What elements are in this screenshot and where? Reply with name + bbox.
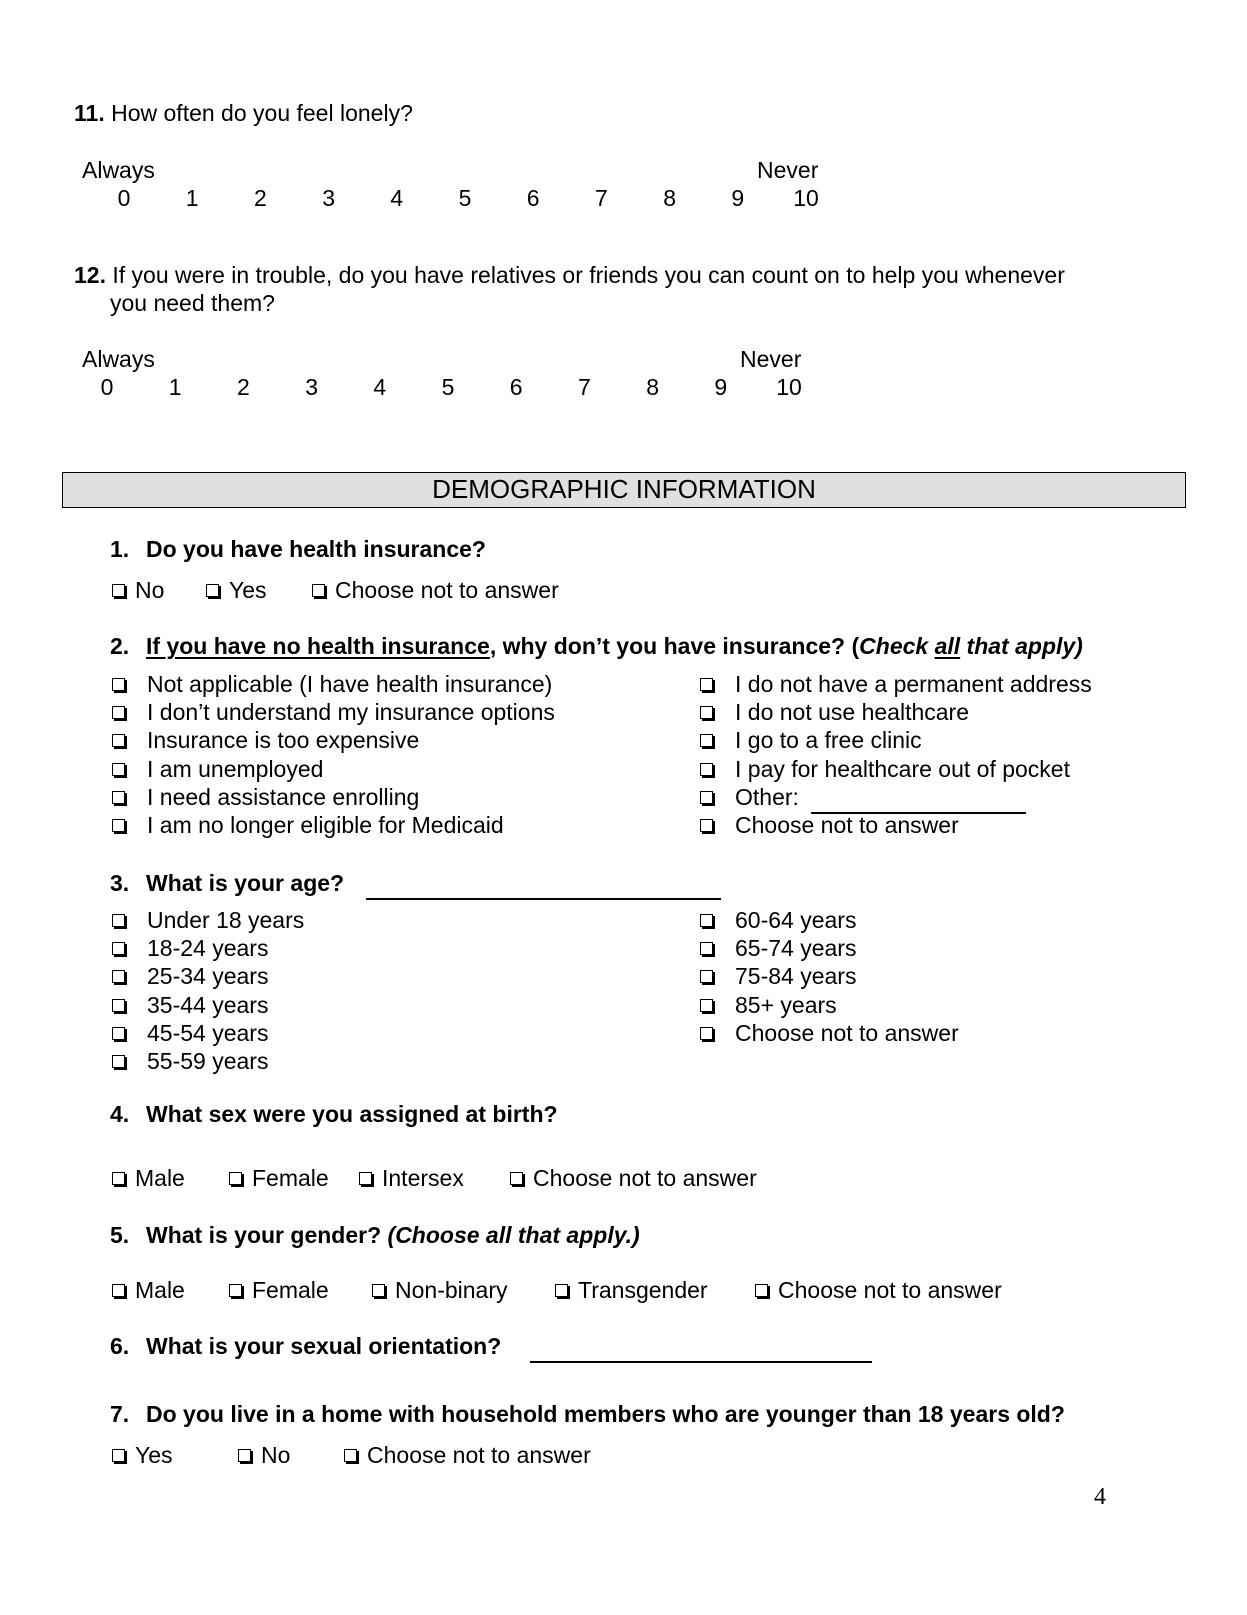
reason-right-option-2[interactable]: [700, 727, 922, 754]
demo-question-2-italic-end: that apply): [960, 633, 1083, 659]
age-right-option-label: 65-74 years: [735, 935, 857, 962]
gender-option-male[interactable]: Male: [112, 1277, 185, 1304]
checkbox-icon[interactable]: [372, 1284, 385, 1297]
reason-right-option-label: I do not have a permanent address: [735, 671, 1092, 697]
checkbox-icon[interactable]: [700, 1027, 713, 1040]
checkbox-icon[interactable]: [112, 706, 125, 719]
checkbox-icon[interactable]: [700, 819, 713, 832]
checkbox-icon[interactable]: [510, 1172, 523, 1185]
demo-question-2-italic: Check: [859, 633, 935, 659]
demo-question-3: [110, 870, 344, 897]
q11-scale-value-3[interactable]: 3: [322, 185, 335, 211]
reason-left-option-2[interactable]: [112, 727, 419, 754]
q11-scale-value-0[interactable]: 0: [117, 185, 131, 211]
q11-scale-value-7[interactable]: 7: [594, 185, 608, 211]
age-left-option-3[interactable]: [112, 992, 268, 1019]
checkbox-icon[interactable]: [359, 1172, 372, 1185]
reason-left-option-label: I am unemployed: [147, 755, 324, 782]
q11-scale-value-6[interactable]: 6: [526, 185, 540, 211]
checkbox-icon[interactable]: [700, 734, 713, 747]
age-left-option-2[interactable]: [112, 963, 268, 990]
reason-left-option-5[interactable]: [112, 812, 504, 839]
demo-question-5: [110, 1222, 640, 1249]
checkbox-icon[interactable]: [700, 999, 713, 1012]
demo-question-6: [110, 1333, 501, 1360]
q12-scale-value-7[interactable]: 7: [577, 374, 591, 400]
q12-scale-value-2[interactable]: 2: [236, 374, 250, 400]
checkbox-icon[interactable]: [112, 678, 125, 691]
checkbox-icon[interactable]: [344, 1449, 357, 1462]
q12-scale-value-4[interactable]: 4: [373, 374, 387, 400]
checkbox-icon[interactable]: [112, 1449, 125, 1462]
q11-scale-value-8[interactable]: 8: [663, 185, 676, 211]
reason-left-option-label: I don’t understand my insurance options: [147, 699, 555, 726]
age-right-option-label: 75-84 years: [735, 963, 857, 990]
checkbox-icon[interactable]: [700, 942, 713, 955]
age-left-option-label: 55-59 years: [147, 1048, 269, 1074]
age-right-option-label: 85+ years: [735, 991, 837, 1018]
age-left-option-label: 18-24 years: [147, 935, 269, 962]
reason-right-option-5[interactable]: [700, 812, 959, 839]
age-left-option-label: 25-34 years: [147, 963, 269, 990]
demo-question-4: [110, 1101, 558, 1128]
checkbox-icon[interactable]: [700, 970, 713, 983]
age-right-option-label: Choose not to answer: [735, 1019, 959, 1046]
demo-question-2-lead: If you have no health insurance: [146, 633, 490, 659]
insurance-option-choose-not[interactable]: Choose not to answer: [312, 577, 559, 604]
age-left-option-5[interactable]: [112, 1048, 268, 1075]
age-left-option-1[interactable]: [112, 935, 268, 962]
demo-question-1-number: 1.: [110, 536, 130, 562]
reason-right-option-label: Other:: [735, 783, 799, 810]
checkbox-icon[interactable]: [112, 1172, 125, 1185]
demo-question-2: [110, 633, 1083, 660]
demo-question-2-italic-underlined: all: [934, 633, 961, 659]
checkbox-icon[interactable]: [112, 763, 125, 776]
gender-option-female[interactable]: Female: [229, 1277, 329, 1304]
reason-left-option-0[interactable]: [112, 671, 552, 698]
checkbox-icon[interactable]: [229, 1172, 242, 1185]
demo-question-7: [110, 1401, 1065, 1428]
insurance-option-no[interactable]: No: [112, 577, 164, 604]
checkbox-icon[interactable]: [312, 584, 325, 597]
q12-scale-value-10[interactable]: 10: [776, 374, 802, 400]
insurance-option-yes[interactable]: Yes: [206, 577, 267, 604]
age-left-option-4[interactable]: [112, 1020, 268, 1047]
q11-scale-value-10[interactable]: 10: [793, 185, 819, 211]
q11-scale-high-label: Never: [757, 157, 819, 183]
age-right-option-label: 60-64 years: [735, 907, 857, 933]
checkbox-icon[interactable]: [112, 819, 125, 832]
checkbox-icon[interactable]: [700, 678, 713, 691]
checkbox-icon[interactable]: [700, 706, 713, 719]
checkbox-icon[interactable]: [206, 584, 219, 597]
sex-option-male[interactable]: Male: [112, 1165, 185, 1192]
reason-left-option-3[interactable]: [112, 756, 323, 783]
age-right-option-1[interactable]: [700, 935, 856, 962]
demo-question-5-text: What is your gender?: [146, 1222, 382, 1248]
reason-left-option-4[interactable]: [112, 784, 419, 811]
reason-right-option-label: I do not use healthcare: [735, 699, 969, 726]
age-left-option-label: Under 18 years: [147, 907, 305, 933]
checkbox-icon[interactable]: [755, 1284, 768, 1297]
reason-right-option-1[interactable]: [700, 699, 969, 726]
question-12-text-line2: you need them?: [110, 290, 275, 316]
other-reason-blank[interactable]: [811, 790, 1026, 814]
reason-right-option-4[interactable]: [700, 784, 799, 811]
checkbox-icon[interactable]: [555, 1284, 568, 1297]
q12-scale-value-5[interactable]: 5: [441, 374, 455, 400]
q11-scale-low-label: Always: [82, 157, 155, 183]
demo-question-1: [110, 536, 486, 563]
q11-scale-value-5[interactable]: 5: [458, 185, 472, 211]
demo-question-3-text: What is your age?: [146, 870, 345, 896]
checkbox-icon[interactable]: [112, 734, 125, 747]
reason-left-option-label: I am no longer eligible for Medicaid: [147, 812, 504, 838]
demo-question-1-text: Do you have health insurance?: [146, 536, 486, 562]
gender-option-non-binary[interactable]: Non-binary: [372, 1277, 508, 1304]
q12-scale-value-3[interactable]: 3: [305, 374, 318, 400]
reason-left-option-1[interactable]: [112, 699, 555, 726]
checkbox-icon[interactable]: [238, 1449, 251, 1462]
sex-option-intersex[interactable]: Intersex: [359, 1165, 464, 1192]
question-11: [74, 100, 413, 127]
sexual-orientation-blank[interactable]: [530, 1339, 872, 1363]
q11-scale-value-2[interactable]: 2: [253, 185, 267, 211]
reason-right-option-label: Choose not to answer: [735, 812, 959, 838]
q11-scale-value-4[interactable]: 4: [390, 185, 404, 211]
q11-scale-value-9[interactable]: 9: [731, 185, 745, 211]
age-left-option-label: 45-54 years: [147, 1019, 269, 1046]
household-option-no[interactable]: No: [238, 1442, 290, 1469]
reason-right-option-0[interactable]: [700, 671, 1092, 698]
question-12: [74, 262, 1065, 289]
checkbox-icon[interactable]: [700, 914, 713, 927]
q12-scale-high-label: Never: [740, 346, 802, 372]
demo-question-4-text: What sex were you assigned at birth?: [146, 1101, 558, 1127]
section-banner-demographic: DEMOGRAPHIC INFORMATION: [62, 472, 1186, 508]
question-11-number: 11.: [74, 100, 105, 126]
checkbox-icon[interactable]: [112, 584, 125, 597]
demo-question-5-italic: (Choose all that apply.): [387, 1222, 640, 1248]
age-right-option-0[interactable]: [700, 907, 856, 934]
checkbox-icon[interactable]: [700, 791, 713, 804]
age-right-option-4[interactable]: [700, 1020, 959, 1047]
demo-question-2-mid: , why don’t you have insurance? (: [489, 633, 860, 659]
age-answer-blank[interactable]: [366, 876, 721, 900]
checkbox-icon[interactable]: [112, 791, 125, 804]
age-right-option-2[interactable]: [700, 963, 856, 990]
gender-option-choose-not[interactable]: Choose not to answer: [755, 1277, 1002, 1304]
q12-scale-value-6[interactable]: 6: [509, 374, 523, 400]
q12-scale-value-9[interactable]: 9: [714, 374, 728, 400]
demo-question-6-number: 6.: [110, 1333, 130, 1359]
checkbox-icon[interactable]: [112, 942, 125, 955]
sex-option-female[interactable]: Female: [229, 1165, 329, 1192]
demo-question-7-text: Do you live in a home with household members who are younger than 18 years old?: [146, 1401, 1065, 1427]
demo-question-6-text: What is your sexual orientation?: [146, 1333, 502, 1359]
q12-scale-value-1[interactable]: 1: [168, 374, 182, 400]
age-right-option-3[interactable]: [700, 992, 837, 1019]
page-number: 4: [1094, 1484, 1106, 1510]
reason-right-option-3[interactable]: [700, 756, 1070, 783]
q11-scale-value-1[interactable]: 1: [185, 185, 199, 211]
demo-question-4-number: 4.: [110, 1101, 130, 1127]
question-12-number: 12.: [74, 262, 106, 288]
checkbox-icon[interactable]: [229, 1284, 242, 1297]
checkbox-icon[interactable]: [112, 970, 125, 983]
demo-question-2-number: 2.: [110, 633, 130, 659]
age-left-option-0[interactable]: [112, 907, 304, 934]
household-option-yes[interactable]: Yes: [112, 1442, 173, 1469]
question-12-text: If you were in trouble, do you have relatives or friends you can count on to help you whenever: [112, 262, 1065, 288]
checkbox-icon[interactable]: [112, 914, 125, 927]
q12-scale-value-8[interactable]: 8: [646, 374, 659, 400]
reason-right-option-label: I go to a free clinic: [735, 727, 922, 754]
q12-scale-value-0[interactable]: 0: [100, 374, 114, 400]
reason-left-option-label: Insurance is too expensive: [147, 727, 420, 754]
checkbox-icon[interactable]: [112, 1027, 125, 1040]
sex-option-choose-not[interactable]: Choose not to answer: [510, 1165, 757, 1192]
reason-right-option-label: I pay for healthcare out of pocket: [735, 755, 1070, 782]
demo-question-7-number: 7.: [110, 1401, 130, 1427]
q12-scale-low-label: Always: [82, 346, 155, 372]
checkbox-icon[interactable]: [112, 1284, 125, 1297]
demo-question-3-number: 3.: [110, 870, 130, 896]
demo-question-5-number: 5.: [110, 1222, 130, 1248]
gender-option-transgender[interactable]: Transgender: [555, 1277, 708, 1304]
reason-left-option-label: Not applicable (I have health insurance): [147, 671, 553, 697]
checkbox-icon[interactable]: [700, 763, 713, 776]
checkbox-icon[interactable]: [112, 1055, 125, 1068]
age-left-option-label: 35-44 years: [147, 991, 269, 1018]
question-11-text: How often do you feel lonely?: [111, 100, 413, 126]
checkbox-icon[interactable]: [112, 999, 125, 1012]
household-option-choose-not[interactable]: Choose not to answer: [344, 1442, 591, 1469]
reason-left-option-label: I need assistance enrolling: [147, 783, 420, 810]
